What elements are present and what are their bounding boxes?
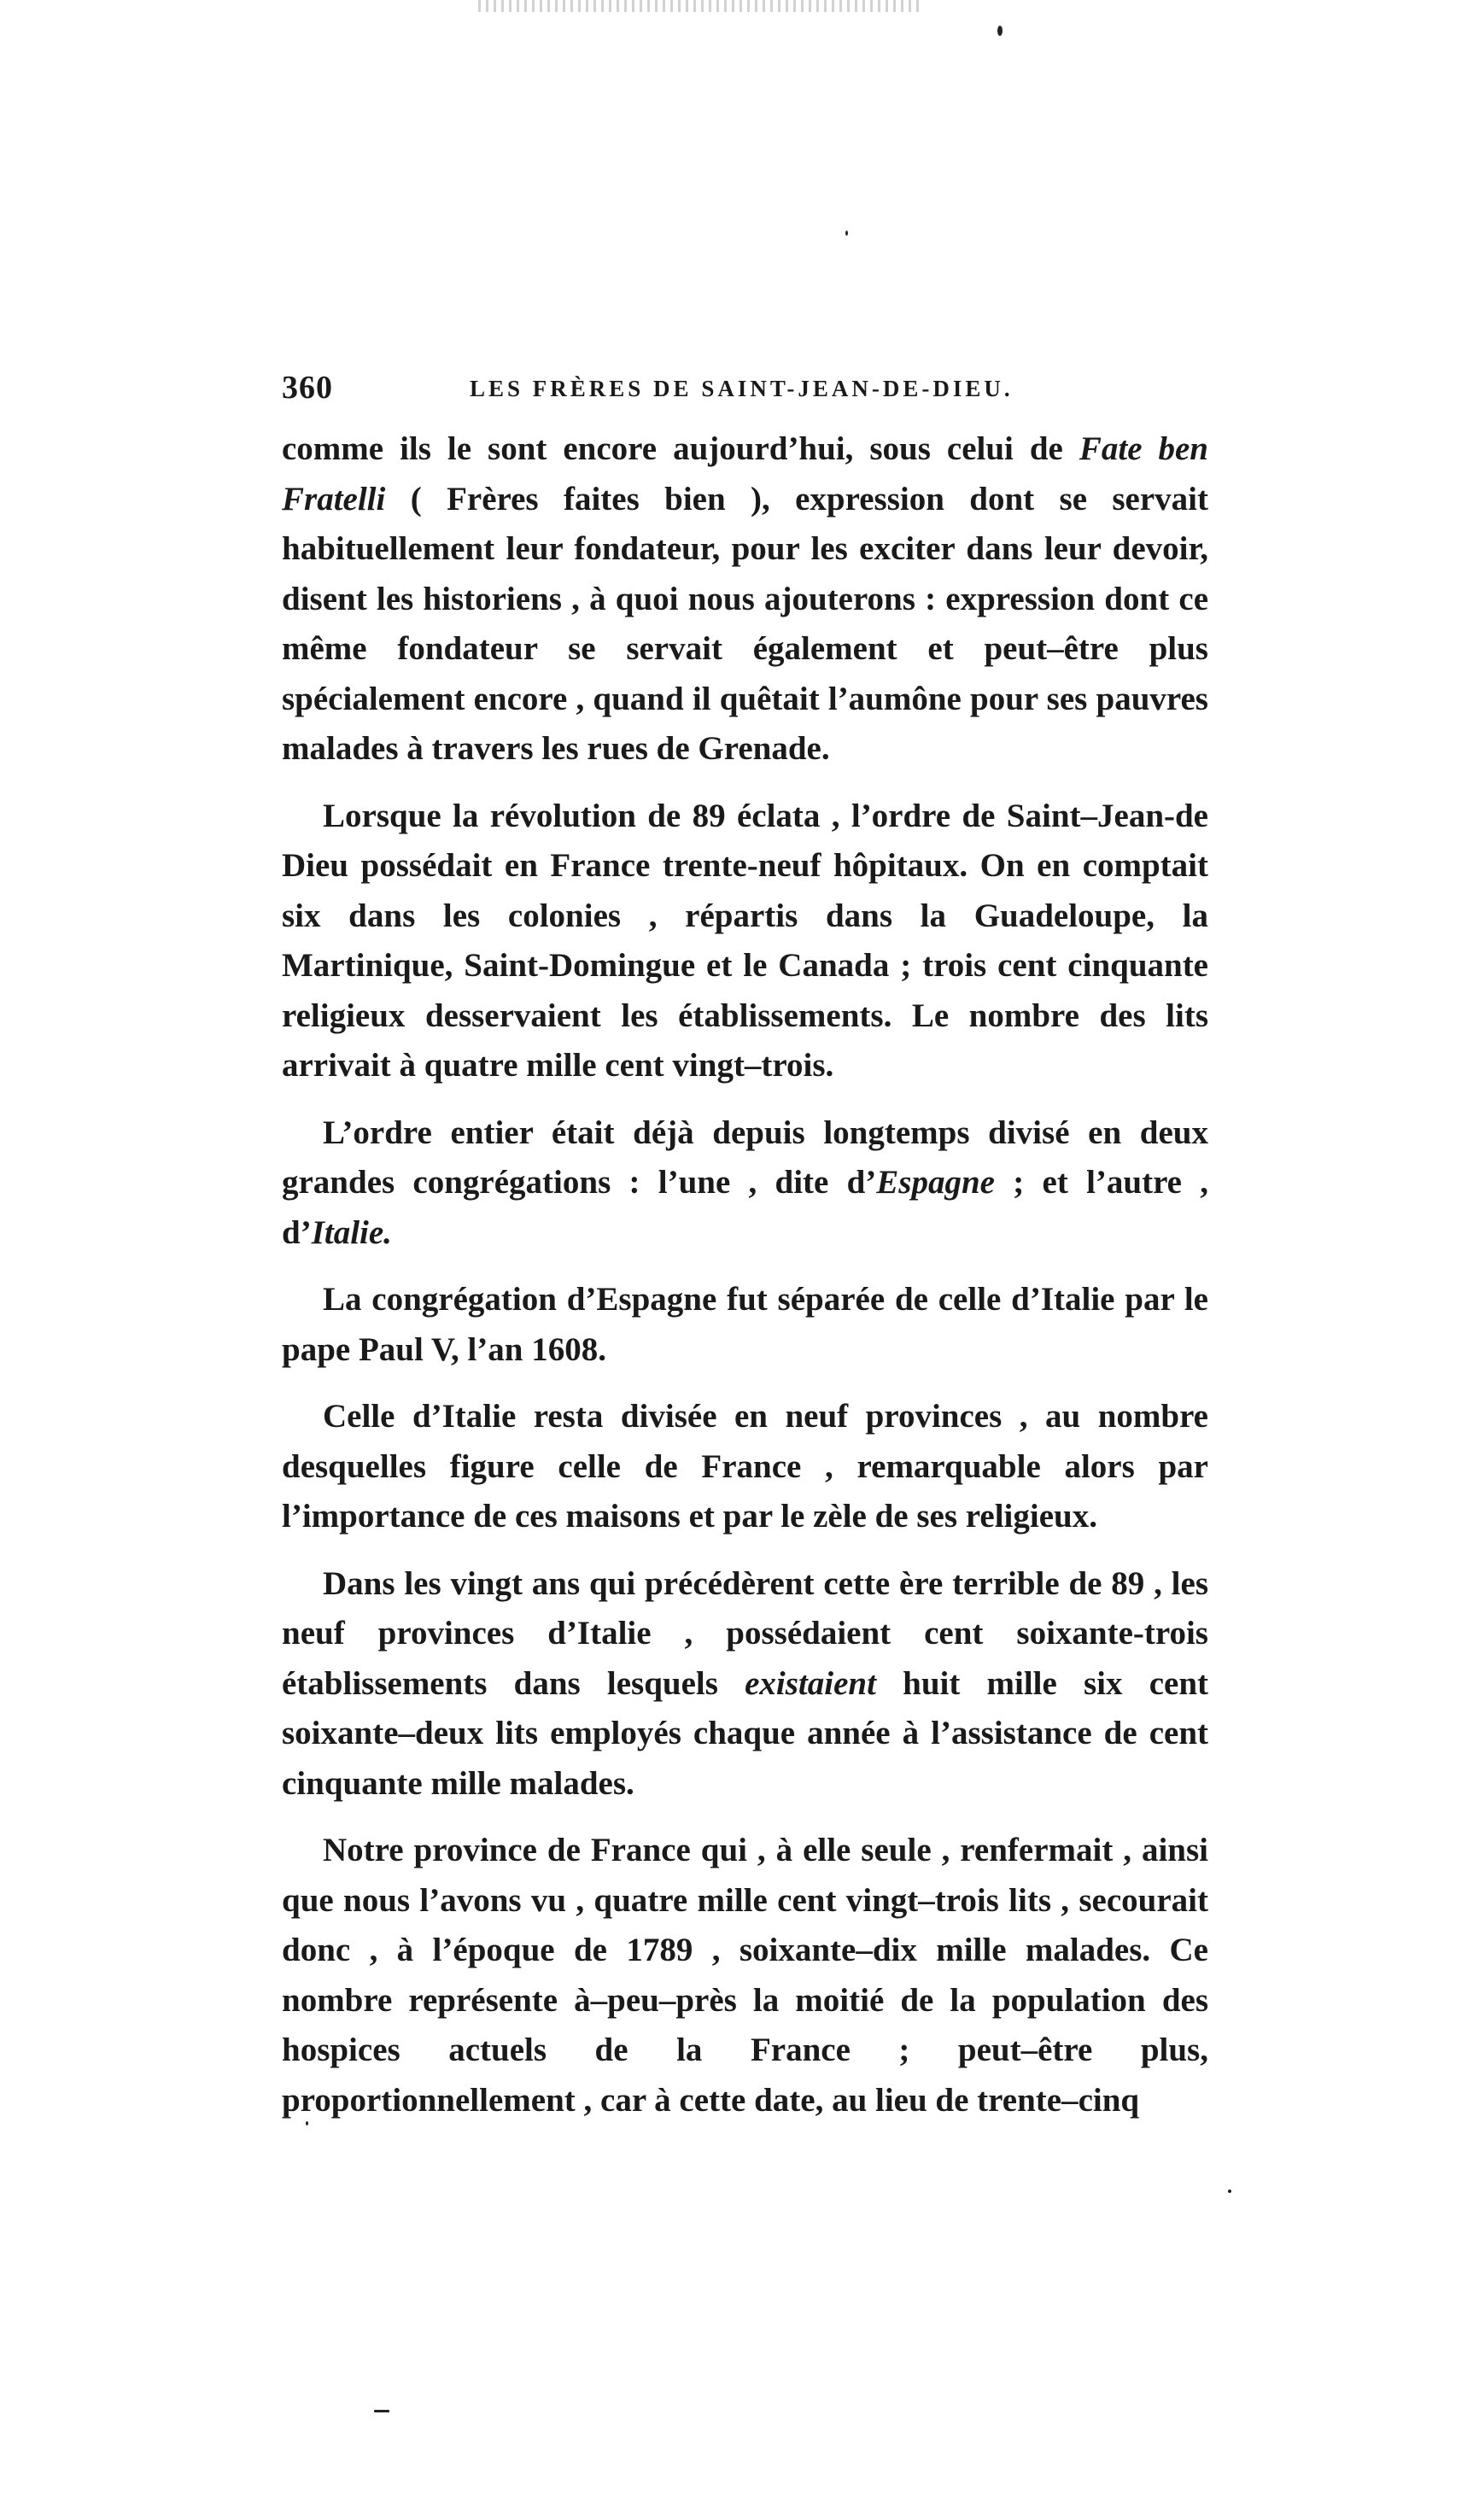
text-run: Dans les vingt ans qui précédèrent cette ère terrible de 89 , les neuf provinces d’Italie , possédaient cent soixante-trois établissements dans lesquels [282,1564,1208,1702]
page-number: 360 [282,370,333,406]
text-run: Notre province de France qui , à elle seule , renfermait , ainsi que nous l’avons vu , quatre mille cent vingt–trois lits , secourait donc , à l’époque de 1789 , soixante–dix mille malades. Ce nombre représente à–peu–près la moitié de la population des hospices actuels de la France ; peut–être plus, proportionnellement , car à cette date, au lieu de trente–cinq [282,1832,1208,2119]
paragraph-2 [282,792,1208,1091]
page-header [282,369,1213,420]
paragraph-5 [282,1392,1208,1542]
text-run: huit mille six cent soixante–deux lits employés chaque année à l’assistance de cent cinquante mille malades. [282,1664,1208,1802]
scan-speck [1228,2190,1231,2193]
paragraph-7 [282,1826,1208,2125]
text-run: La congrégation d’Espagne fut séparée de celle d’Italie par le pape Paul V, l’an 1608. [282,1281,1208,1368]
scan-speck [845,231,848,236]
scan-speck [997,26,1003,36]
text-run: comme ils le sont encore aujourd’hui, sous celui de [282,430,1079,467]
text-run-italic: Italie. [311,1213,392,1251]
text-run-italic: Fate ben Fratelli [282,430,1208,517]
paragraph-4 [282,1275,1208,1375]
running-title: LES FRÈRES DE SAINT-JEAN-DE-DIEU. [470,376,1014,401]
text-run: L’ordre entier était déjà depuis longtemps divisé en deux grandes congrégations : l’une , dite d’ [282,1114,1208,1201]
text-run: ( Frères faites bien ), expression dont se servait habituellement leur fondateur, pour les exciter dans leur devoir, disent les historiens , à quoi nous ajouterons : expression dont ce même fondateur se servait également et peut–être plus spécialement encore , quand il quêtait l’aumône pour ses pauvres malades à travers les rues de Grenade. [282,480,1208,767]
paragraph-1 [282,424,1208,775]
text-run-italic: Espagne [876,1164,995,1201]
text-run: ; et l’autre , d’ [282,1164,1208,1251]
text-run-italic: existaient [745,1664,876,1702]
body-text [282,424,1208,2143]
paragraph-6 [282,1559,1208,1810]
paragraph-3 [282,1108,1208,1259]
text-run: Lorsque la révolution de 89 éclata , l’ordre de Saint–Jean-de Dieu possédait en France trente-neuf hôpitaux. On en comptait six dans les colonies , répartis dans la Guadeloupe, la Martinique, Saint-Domingue et le Canada ; trois cent cinquante religieux desservaient les établissements. Le nombre des lits arrivait à quatre mille cent vingt–trois. [282,797,1208,1084]
text-run: Celle d’Italie resta divisée en neuf provinces , au nombre desquelles figure celle de France , remarquable alors par l’importance de ces maisons et par le zèle de ses religieux. [282,1398,1208,1535]
scan-noise [478,0,922,12]
scan-speck [374,2410,389,2412]
scan-speck [306,2121,308,2125]
